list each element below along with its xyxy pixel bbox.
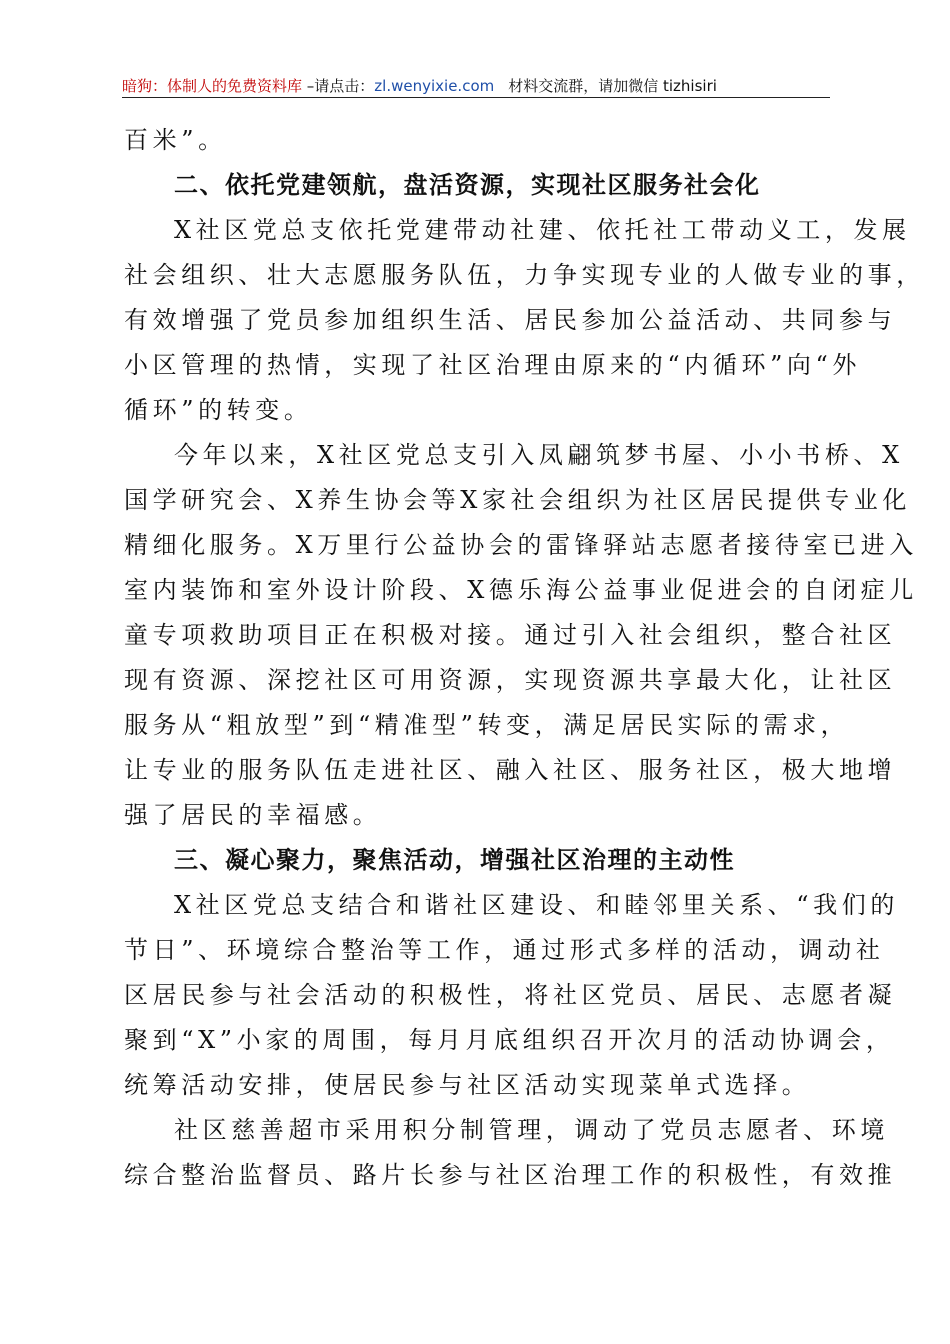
heading-text: 二、依托党建领航，盘活资源，实现社区服务社会化 (174, 171, 761, 199)
text-line: 室内装饰和室外设计阶段、X德乐海公益事业促进会的自闭症儿 (124, 576, 918, 604)
header-wechat-note: 材料交流群，请加微信 tizhisiri (508, 77, 717, 95)
section-heading (124, 163, 842, 208)
text-line: 现有资源、深挖社区可用资源，实现资源共享最大化，让社区 (124, 666, 897, 694)
text-line: 统筹活动安排，使居民参与社区活动实现菜单式选择。 (124, 1071, 811, 1099)
text-line: 社区慈善超市采用积分制管理，调动了党员志愿者、环境 (174, 1116, 889, 1144)
text-line: 精细化服务。X万里行公益协会的雷锋驿站志愿者接待室已进入 (124, 531, 918, 559)
section-heading (124, 838, 842, 883)
text-line: 国学研究会、X养生协会等X家社会组织为社区居民提供专业化 (124, 486, 911, 514)
text-line: 区居民参与社会活动的积极性，将社区党员、居民、志愿者凝 (124, 981, 897, 1009)
text-line: 社会组织、壮大志愿服务队伍，力争实现专业的人做专业的事， (124, 261, 925, 289)
text-line: 聚到“X”小家的周围，每月月底组织召开次月的活动协调会， (124, 1026, 895, 1054)
text-line: 百米”。 (124, 126, 227, 154)
text-line: X社区党总支结合和谐社区建设、和睦邻里关系、“我们的 (174, 891, 899, 919)
text-line: 今年以来，X社区党总支引入凤翩筑梦书屋、小小书桥、X (174, 441, 904, 469)
paragraph (124, 883, 899, 1108)
header-site-name: 暗狗：体制人的免费资料库 (122, 77, 303, 95)
text-line: 综合整治监督员、路片长参与社区治理工作的积极性，有效推 (124, 1161, 897, 1189)
text-line: 童专项救助项目正在积极对接。通过引入社会组织，整合社区 (124, 621, 897, 649)
text-line: 节日”、环境综合整治等工作，通过形式多样的活动，调动社 (124, 936, 885, 964)
text-line: 让专业的服务队伍走进社区、融入社区、服务社区，极大地增 (124, 756, 897, 784)
text-line: X社区党总支依托党建带动社建、依托社工带动义工，发展 (174, 216, 911, 244)
page-header (122, 74, 830, 98)
header-click-prompt: –请点击： (302, 77, 375, 95)
paragraph (124, 208, 925, 433)
text-line: 循环”的转变。 (124, 396, 313, 424)
header-divider (122, 97, 830, 98)
text-line: 小区管理的热情，实现了社区治理由原来的“内循环”向“外 (124, 351, 862, 379)
paragraph (124, 1108, 897, 1198)
text-line: 有效增强了党员参加组织生活、居民参加公益活动、共同参与 (124, 306, 897, 334)
heading-text: 三、凝心聚力，聚焦活动，增强社区治理的主动性 (174, 846, 735, 874)
document-body (124, 118, 925, 1198)
paragraph (124, 433, 918, 838)
text-line: 服务从“粗放型”到“精准型”转变，满足居民实际的需求， (124, 711, 850, 739)
text-line: 强了居民的幸福感。 (124, 801, 382, 829)
header-url-link[interactable]: zl.wenyixie.com (374, 77, 495, 95)
paragraph (124, 118, 842, 163)
